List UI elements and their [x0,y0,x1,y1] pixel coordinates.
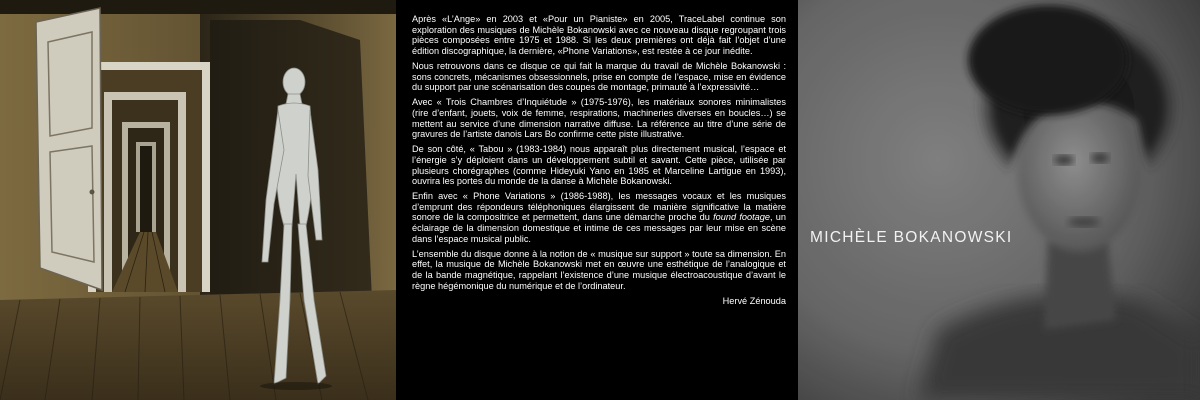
liner-notes [412,14,786,306]
liner-paragraph-3: Avec « Trois Chambres d’Inquiétude » (1975-1976), les matériaux sonores minimalistes (rire d’enfant, jouets, voix de femme, respirations, machineries diverses en boucles…) se mettent au service d’une dimension narrative diffuse. La référence au titre d’une série de gravures de l’artiste danois Lars Bo confirme cette piste illustrative. [412,97,786,140]
liner-paragraph-5-end: , un éclairage de la dimension domestique et intime de ces messages par leur mise en scène dans l’espace musical public. [412,212,786,244]
liner-paragraph-4: De son côté, « Tabou » (1983-1984) nous apparaît plus directement musical, l’espace et l’énergie s’y déploient dans un développement subtil et savant. Cette pièce, utilisée par plusieurs chorégraphes (comme Hideyuki Yano en 1985 et Marceline Lartigue en 1993), ouvrira les portes du monde de la danse à Michèle Bokanowski. [412,144,786,187]
portrait-icon [798,0,1200,400]
liner-paragraph-5-italic: found footage [713,212,770,223]
artist-name: MICHÈLE BOKANOWSKI [810,229,1013,246]
liner-notes-panel [396,0,798,400]
liner-paragraph-2: Nous retrouvons dans ce disque ce qui fait la marque du travail de Michèle Bokanowski : sons concrets, mécanismes obsessionnels, prise en compte de l’espace, mise en évidence du support par une scénarisation des coupes de montage, primauté à l’expressivité… [412,60,786,93]
portrait-panel [798,0,1200,400]
painting-icon [0,0,396,400]
painting-panel [0,0,396,400]
author-signature: Hervé Zénouda [722,295,786,306]
liner-paragraph-5-start: Enfin avec « Phone Variations » (1986-1988), les messages vocaux et les musiques d’emprunt des répondeurs téléphoniques élargissent de manière significative la matière sonore de la compositrice et permettent, dans une démarche proche du [412,191,786,223]
liner-paragraph-6: L’ensemble du disque donne à la notion de « musique sur support » toute sa dimension. En effet, la musique de Michèle Bokanowski met en œuvre une esthétique de l’analogique et de la bande magnétique, rappelant l’existence d’une musique électroacoustique d’avant le règne hégémonique du numérique et de l’ordinateur. [412,248,786,291]
liner-paragraph-5 [412,191,786,244]
liner-paragraph-1: Après «L’Ange» en 2003 et «Pour un Pianiste» en 2005, TraceLabel continue son exploration des musiques de Michèle Bokanowski avec ce nouveau disque regroupant trois pièces composées entre 1975 et 1988. Si les deux premières ont déjà fait l’objet d’une édition discographique, la dernière, «Phone Variations», est restée à ce jour inédite. [412,14,786,56]
